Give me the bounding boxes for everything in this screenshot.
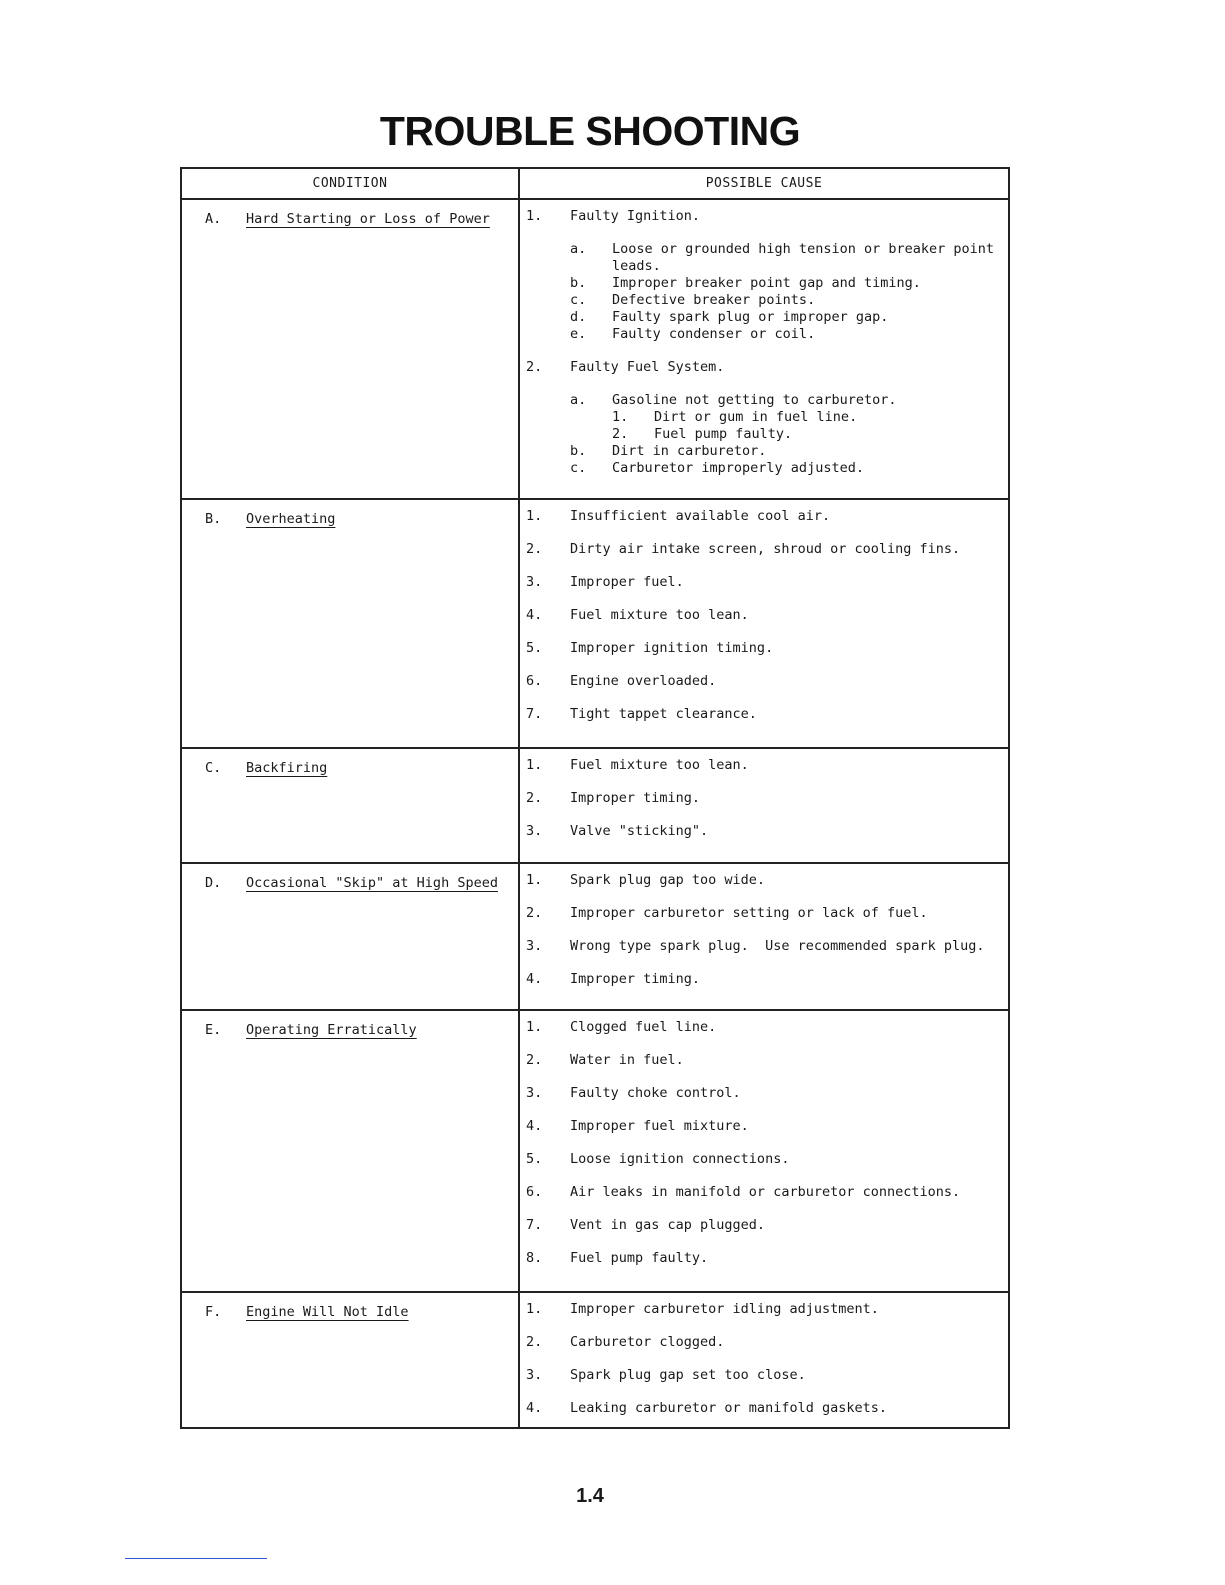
condition-letter: B.	[205, 511, 222, 527]
cause-text: Loose ignition connections.	[570, 1151, 790, 1167]
cause-number: 4.	[526, 1400, 543, 1416]
sub-cause	[570, 292, 1008, 309]
cause-number: 4.	[526, 971, 543, 987]
sub-cause	[570, 241, 1008, 275]
cause-number: 4.	[526, 607, 543, 623]
cause-text: Spark plug gap too wide.	[570, 872, 766, 888]
cause-number: 1.	[526, 757, 543, 773]
sub-cause	[570, 392, 1008, 409]
cause-number: 7.	[526, 706, 543, 722]
cause-item	[526, 1217, 1008, 1234]
cause-item	[526, 208, 1008, 343]
sub-cause	[570, 409, 1008, 443]
cause-item	[526, 1118, 1008, 1135]
table-row	[181, 1292, 1009, 1428]
cause-number: 1.	[526, 872, 543, 888]
cause-text: Tight tappet clearance.	[570, 706, 757, 722]
cause-number: 1.	[526, 208, 543, 224]
cause-item	[526, 359, 1008, 477]
cause-item	[526, 757, 1008, 774]
sub-cause	[570, 309, 1008, 326]
cause-text: Vent in gas cap plugged.	[570, 1217, 766, 1233]
condition-letter: C.	[205, 760, 222, 776]
cause-text: Insufficient available cool air.	[570, 508, 831, 524]
cause-text: Improper carburetor setting or lack of fuel.	[570, 905, 928, 921]
cause-item	[526, 640, 1008, 657]
cause-text: Engine overloaded.	[570, 673, 717, 689]
cause-text: Fuel pump faulty.	[570, 1250, 709, 1266]
condition-text: Hard Starting or Loss of Power	[246, 211, 490, 227]
cause-item	[526, 706, 1008, 723]
sub-cause-text: Faulty condenser or coil.	[612, 326, 816, 342]
cause-number: 3.	[526, 1367, 543, 1383]
cause-number: 2.	[526, 790, 543, 806]
condition-letter: A.	[205, 211, 222, 227]
cause-cell	[519, 863, 1009, 1010]
sub-cause-text: Faulty spark plug or improper gap.	[612, 309, 889, 325]
cause-number: 2.	[526, 359, 543, 375]
cause-text: Dirty air intake screen, shroud or cooling fins.	[570, 541, 961, 557]
sub-cause-label: e.	[570, 326, 587, 342]
cause-text: Improper carburetor idling adjustment.	[570, 1301, 879, 1317]
troubleshooting-table	[180, 167, 1010, 1429]
cause-number: 7.	[526, 1217, 543, 1233]
cause-text: Faulty choke control.	[570, 1085, 741, 1101]
sub-sub-cause-text: Fuel pump faulty.	[654, 426, 793, 442]
cause-item	[526, 938, 1008, 955]
sub-cause-text: Improper breaker point gap and timing.	[612, 275, 921, 291]
cause-text: Improper timing.	[570, 790, 701, 806]
cause-text: Water in fuel.	[570, 1052, 684, 1068]
cause-text: Leaking carburetor or manifold gaskets.	[570, 1400, 887, 1416]
table-row	[181, 499, 1009, 748]
cause-text: Carburetor clogged.	[570, 1334, 725, 1350]
sub-sub-cause-text: Dirt or gum in fuel line.	[654, 409, 858, 425]
cause-item	[526, 1151, 1008, 1168]
cause-text: Air leaks in manifold or carburetor connections.	[570, 1184, 961, 1200]
cause-item	[526, 1301, 1008, 1318]
cause-header: POSSIBLE CAUSE	[519, 168, 1009, 199]
sub-cause-label: b.	[570, 275, 587, 291]
sub-sub-cause-label: 1.	[612, 409, 629, 425]
cause-text: Wrong type spark plug. Use recommended spark plug.	[570, 938, 985, 954]
cause-item	[526, 673, 1008, 690]
condition-cell	[181, 1010, 519, 1292]
cause-number: 3.	[526, 1085, 543, 1101]
cause-number: 6.	[526, 673, 543, 689]
condition-letter: F.	[205, 1304, 222, 1320]
cause-item	[526, 1052, 1008, 1069]
cause-item	[526, 971, 1008, 988]
cause-item	[526, 1019, 1008, 1036]
cause-item	[526, 574, 1008, 591]
cause-item	[526, 541, 1008, 558]
footer-rule	[125, 1558, 267, 1559]
cause-cell	[519, 199, 1009, 499]
cause-number: 1.	[526, 508, 543, 524]
cause-text: Improper timing.	[570, 971, 701, 987]
sub-sub-cause	[612, 409, 1008, 426]
cause-number: 2.	[526, 905, 543, 921]
condition-cell	[181, 499, 519, 748]
sub-sub-cause	[612, 426, 1008, 443]
sub-cause-label: c.	[570, 460, 587, 476]
cause-number: 5.	[526, 640, 543, 656]
cause-number: 1.	[526, 1019, 543, 1035]
cause-number: 3.	[526, 574, 543, 590]
page-title: TROUBLE SHOOTING	[379, 108, 801, 154]
condition-header: CONDITION	[181, 168, 519, 199]
sub-cause-text: Carburetor improperly adjusted.	[612, 460, 864, 476]
condition-letter: D.	[205, 875, 222, 891]
sub-sub-cause-label: 2.	[612, 426, 629, 442]
sub-cause-label: a.	[570, 392, 587, 408]
sub-cause-label: a.	[570, 241, 587, 257]
cause-cell	[519, 1292, 1009, 1428]
cause-item	[526, 607, 1008, 624]
sub-cause-text: Defective breaker points.	[612, 292, 816, 308]
condition-cell	[181, 863, 519, 1010]
cause-item	[526, 872, 1008, 889]
cause-text: Improper ignition timing.	[570, 640, 774, 656]
sub-cause-label: b.	[570, 443, 587, 459]
table-header-row	[181, 168, 1009, 199]
cause-number: 2.	[526, 541, 543, 557]
cause-item	[526, 1334, 1008, 1351]
cause-text: Faulty Fuel System.	[570, 359, 725, 375]
cause-item	[526, 905, 1008, 922]
sub-cause-label: c.	[570, 292, 587, 308]
cause-number: 2.	[526, 1052, 543, 1068]
cause-item	[526, 790, 1008, 807]
cause-number: 1.	[526, 1301, 543, 1317]
sub-cause	[570, 443, 1008, 460]
condition-cell	[181, 1292, 519, 1428]
cause-text: Fuel mixture too lean.	[570, 607, 749, 623]
cause-number: 4.	[526, 1118, 543, 1134]
condition-text: Overheating	[246, 511, 336, 527]
table-row	[181, 863, 1009, 1010]
cause-number: 3.	[526, 823, 543, 839]
cause-item	[526, 1400, 1008, 1417]
page-number: 1.4	[576, 1485, 604, 1507]
table-row	[181, 1010, 1009, 1292]
cause-item	[526, 1367, 1008, 1384]
cause-cell	[519, 748, 1009, 863]
cause-item	[526, 508, 1008, 525]
table-row	[181, 199, 1009, 499]
cause-item	[526, 1184, 1008, 1201]
condition-text: Operating Erratically	[246, 1022, 417, 1038]
cause-text: Fuel mixture too lean.	[570, 757, 749, 773]
table-row	[181, 748, 1009, 863]
cause-text: Improper fuel mixture.	[570, 1118, 749, 1134]
sub-cause	[570, 275, 1008, 292]
cause-number: 6.	[526, 1184, 543, 1200]
cause-number: 2.	[526, 1334, 543, 1350]
cause-text: Clogged fuel line.	[570, 1019, 717, 1035]
cause-number: 3.	[526, 938, 543, 954]
sub-cause-text: Gasoline not getting to carburetor.	[612, 392, 897, 408]
condition-cell	[181, 748, 519, 863]
cause-item	[526, 1250, 1008, 1267]
sub-cause-text: Dirt in carburetor.	[612, 443, 767, 459]
cause-cell	[519, 1010, 1009, 1292]
cause-cell	[519, 499, 1009, 748]
condition-text: Engine Will Not Idle	[246, 1304, 409, 1320]
sub-cause	[570, 460, 1008, 477]
condition-cell	[181, 199, 519, 499]
cause-text: Valve "sticking".	[570, 823, 709, 839]
condition-text: Occasional "Skip" at High Speed	[246, 875, 498, 891]
cause-item	[526, 1085, 1008, 1102]
cause-text: Spark plug gap set too close.	[570, 1367, 806, 1383]
sub-cause	[570, 326, 1008, 343]
cause-text: Faulty Ignition.	[570, 208, 701, 224]
sub-cause-text: Loose or grounded high tension or breaker point leads.	[612, 241, 995, 274]
cause-number: 8.	[526, 1250, 543, 1266]
condition-text: Backfiring	[246, 760, 328, 776]
cause-number: 5.	[526, 1151, 543, 1167]
sub-cause-label: d.	[570, 309, 587, 325]
cause-text: Improper fuel.	[570, 574, 684, 590]
cause-item	[526, 823, 1008, 840]
condition-letter: E.	[205, 1022, 222, 1038]
